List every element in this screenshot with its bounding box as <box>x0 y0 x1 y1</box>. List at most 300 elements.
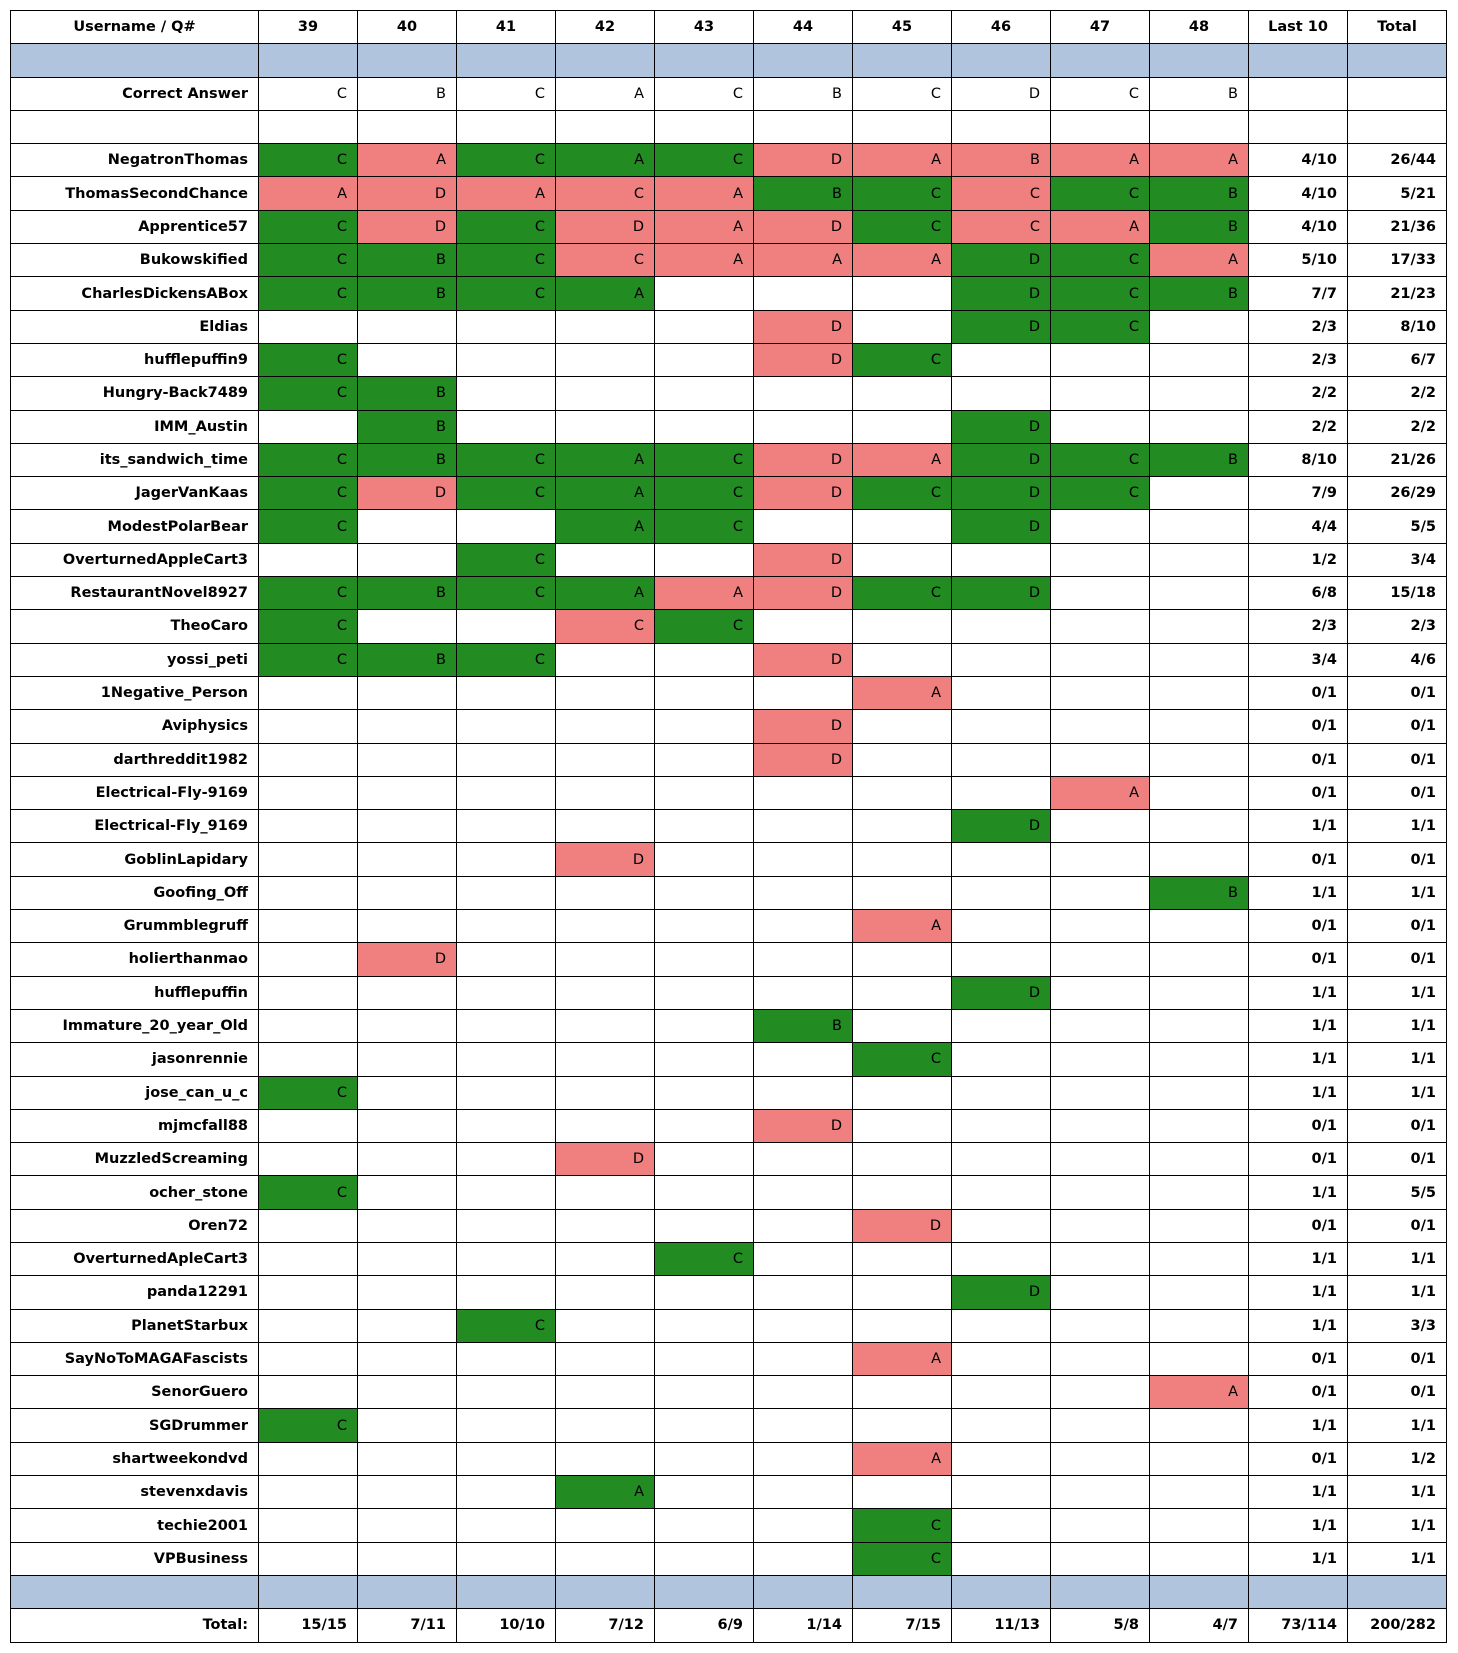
answer-cell-empty <box>457 1409 556 1442</box>
answer-cell-empty <box>259 1143 358 1176</box>
answer-cell-empty <box>952 1242 1051 1275</box>
answer-cell-wrong: A <box>853 144 952 177</box>
player-name: Electrical-Fly_9169 <box>11 810 259 843</box>
answer-cell-empty <box>1150 1076 1249 1109</box>
total-score: 0/1 <box>1348 743 1447 776</box>
answer-cell-empty <box>556 643 655 676</box>
player-name: GoblinLapidary <box>11 843 259 876</box>
question-total: 7/15 <box>853 1609 952 1642</box>
player-name: Hungry-Back7489 <box>11 377 259 410</box>
last10-score: 1/2 <box>1249 543 1348 576</box>
player-row <box>11 1009 1447 1042</box>
empty-cell <box>1348 77 1447 110</box>
answer-cell-empty <box>457 1542 556 1575</box>
player-row <box>11 277 1447 310</box>
total-score: 5/5 <box>1348 1176 1447 1209</box>
answer-cell-correct: C <box>1051 443 1150 476</box>
grand-total: 200/282 <box>1348 1609 1447 1642</box>
answer-cell-empty <box>754 1309 853 1342</box>
answer-cell-empty <box>853 643 952 676</box>
answer-cell-empty <box>655 976 754 1009</box>
answer-cell-empty <box>457 1476 556 1509</box>
total-score: 1/1 <box>1348 1043 1447 1076</box>
question-header: 47 <box>1051 11 1150 44</box>
answer-cell-empty <box>952 1109 1051 1142</box>
answer-cell-correct: C <box>259 210 358 243</box>
answer-cell-empty <box>1150 710 1249 743</box>
answer-cell-empty <box>259 410 358 443</box>
question-header: 40 <box>358 11 457 44</box>
answer-cell-empty <box>754 1209 853 1242</box>
answer-cell-empty <box>1150 910 1249 943</box>
answer-cell-empty <box>556 776 655 809</box>
username-header: Username / Q# <box>11 11 259 44</box>
player-name: panda12291 <box>11 1276 259 1309</box>
answer-cell-empty <box>457 1176 556 1209</box>
answer-cell-empty <box>259 1043 358 1076</box>
player-row <box>11 1509 1447 1542</box>
answer-cell-empty <box>358 910 457 943</box>
answer-cell-empty <box>952 1309 1051 1342</box>
answer-cell-empty <box>259 710 358 743</box>
answer-cell-empty <box>1051 1542 1150 1575</box>
total-score: 2/2 <box>1348 377 1447 410</box>
answer-cell-empty <box>556 1376 655 1409</box>
answer-cell-empty <box>1150 510 1249 543</box>
answer-cell-correct: C <box>1051 477 1150 510</box>
total-score: 3/3 <box>1348 1309 1447 1342</box>
player-row <box>11 577 1447 610</box>
last10-score: 0/1 <box>1249 1342 1348 1375</box>
answer-cell-empty <box>1051 1476 1150 1509</box>
player-row <box>11 1043 1447 1076</box>
answer-cell-correct: A <box>556 577 655 610</box>
answer-cell-wrong: C <box>556 610 655 643</box>
last10-score: 6/8 <box>1249 577 1348 610</box>
player-row <box>11 510 1447 543</box>
answer-cell-empty <box>1051 843 1150 876</box>
total-score: 0/1 <box>1348 1342 1447 1375</box>
answer-cell-empty <box>655 843 754 876</box>
correct-answer-label: Correct Answer <box>11 77 259 110</box>
answer-cell-empty <box>259 1109 358 1142</box>
answer-cell-empty <box>952 1542 1051 1575</box>
answer-cell-empty <box>556 1276 655 1309</box>
last10-score: 0/1 <box>1249 943 1348 976</box>
answer-cell-empty <box>853 1476 952 1509</box>
answer-cell-empty <box>1150 1109 1249 1142</box>
answer-cell-empty <box>754 277 853 310</box>
answer-cell-empty <box>1150 1176 1249 1209</box>
answer-cell-empty <box>358 1509 457 1542</box>
answer-cell-correct: C <box>655 144 754 177</box>
answer-cell-empty <box>1150 310 1249 343</box>
answer-cell-empty <box>457 710 556 743</box>
last10-score: 2/3 <box>1249 343 1348 376</box>
player-row <box>11 210 1447 243</box>
answer-cell-empty <box>754 1242 853 1275</box>
player-name: Grummblegruff <box>11 910 259 943</box>
answer-cell-empty <box>1051 1509 1150 1542</box>
answer-cell-empty <box>457 743 556 776</box>
answer-cell-empty <box>655 1043 754 1076</box>
answer-cell-empty <box>853 1242 952 1275</box>
answer-cell-empty <box>259 876 358 909</box>
answer-cell-empty <box>853 776 952 809</box>
answer-cell-correct: C <box>259 1409 358 1442</box>
total-score: 1/1 <box>1348 1242 1447 1275</box>
correct-answer-cell: B <box>1150 77 1249 110</box>
answer-cell-empty <box>853 1176 952 1209</box>
total-score: 21/26 <box>1348 443 1447 476</box>
answer-cell-empty <box>754 1143 853 1176</box>
player-name: stevenxdavis <box>11 1476 259 1509</box>
answer-cell-empty <box>556 743 655 776</box>
player-name: jose_can_u_c <box>11 1076 259 1109</box>
answer-cell-empty <box>1150 1476 1249 1509</box>
answer-cell-correct: A <box>556 477 655 510</box>
answer-cell-empty <box>358 1309 457 1342</box>
answer-cell-correct: D <box>952 410 1051 443</box>
answer-cell-empty <box>259 743 358 776</box>
player-name: hufflepuffin9 <box>11 343 259 376</box>
player-row <box>11 410 1447 443</box>
correct-answer-cell: C <box>1051 77 1150 110</box>
player-name: darthreddit1982 <box>11 743 259 776</box>
answer-cell-empty <box>754 1176 853 1209</box>
answer-cell-empty <box>655 1009 754 1042</box>
answer-cell-empty <box>358 710 457 743</box>
answer-cell-correct: C <box>457 543 556 576</box>
answer-cell-wrong: A <box>1150 144 1249 177</box>
answer-cell-empty <box>754 1276 853 1309</box>
answer-cell-empty <box>259 1342 358 1375</box>
total-score: 1/1 <box>1348 1542 1447 1575</box>
answer-cell-empty <box>952 1376 1051 1409</box>
score-table <box>10 10 1447 1643</box>
player-row <box>11 1176 1447 1209</box>
question-total: 4/7 <box>1150 1609 1249 1642</box>
answer-cell-wrong: C <box>952 177 1051 210</box>
answer-cell-empty <box>457 1276 556 1309</box>
last10-score: 3/4 <box>1249 643 1348 676</box>
answer-cell-empty <box>853 943 952 976</box>
answer-cell-wrong: A <box>1150 1376 1249 1409</box>
answer-cell-empty <box>1051 1442 1150 1475</box>
answer-cell-empty <box>457 810 556 843</box>
total-score: 5/5 <box>1348 510 1447 543</box>
answer-cell-correct: D <box>952 443 1051 476</box>
total-score: 4/6 <box>1348 643 1447 676</box>
answer-cell-empty <box>1051 543 1150 576</box>
answer-cell-empty <box>655 743 754 776</box>
answer-cell-empty <box>259 810 358 843</box>
player-row <box>11 1276 1447 1309</box>
answer-cell-empty <box>952 910 1051 943</box>
answer-cell-wrong: A <box>754 244 853 277</box>
answer-cell-empty <box>259 1476 358 1509</box>
answer-cell-empty <box>358 1043 457 1076</box>
answer-cell-empty <box>1150 543 1249 576</box>
answer-cell-empty <box>457 843 556 876</box>
answer-cell-correct: B <box>1150 210 1249 243</box>
answer-cell-empty <box>754 876 853 909</box>
answer-cell-empty <box>655 643 754 676</box>
answer-cell-wrong: D <box>358 943 457 976</box>
answer-cell-empty <box>358 776 457 809</box>
answer-cell-empty <box>952 1009 1051 1042</box>
player-row <box>11 910 1447 943</box>
player-name: techie2001 <box>11 1509 259 1542</box>
last10-score: 1/1 <box>1249 1076 1348 1109</box>
answer-cell-wrong: D <box>754 543 853 576</box>
answer-cell-empty <box>1150 810 1249 843</box>
answer-cell-wrong: A <box>457 177 556 210</box>
answer-cell-empty <box>1150 1509 1249 1542</box>
answer-cell-empty <box>853 377 952 410</box>
answer-cell-correct: C <box>457 210 556 243</box>
answer-cell-correct: D <box>952 477 1051 510</box>
total-score: 1/1 <box>1348 1076 1447 1109</box>
answer-cell-empty <box>1150 610 1249 643</box>
answer-cell-correct: B <box>358 244 457 277</box>
answer-cell-empty <box>1051 743 1150 776</box>
answer-cell-empty <box>853 876 952 909</box>
answer-cell-empty <box>556 710 655 743</box>
answer-cell-empty <box>457 1143 556 1176</box>
answer-cell-empty <box>556 810 655 843</box>
answer-cell-empty <box>1150 1043 1249 1076</box>
answer-cell-empty <box>556 1209 655 1242</box>
total-score: 1/1 <box>1348 1476 1447 1509</box>
answer-cell-correct: C <box>259 144 358 177</box>
answer-cell-wrong: D <box>754 577 853 610</box>
answer-cell-correct: C <box>457 443 556 476</box>
answer-cell-empty <box>952 1409 1051 1442</box>
player-row <box>11 1442 1447 1475</box>
answer-cell-empty <box>1150 1309 1249 1342</box>
player-row <box>11 876 1447 909</box>
answer-cell-empty <box>1051 1242 1150 1275</box>
answer-cell-empty <box>358 1242 457 1275</box>
last10-score: 0/1 <box>1249 1109 1348 1142</box>
last10-score: 4/4 <box>1249 510 1348 543</box>
answer-cell-empty <box>853 1076 952 1109</box>
answer-cell-empty <box>358 1276 457 1309</box>
last10-score: 8/10 <box>1249 443 1348 476</box>
answer-cell-correct: D <box>952 277 1051 310</box>
answer-cell-empty <box>952 1043 1051 1076</box>
player-row <box>11 177 1447 210</box>
answer-cell-empty <box>1051 943 1150 976</box>
answer-cell-empty <box>457 1442 556 1475</box>
answer-cell-wrong: A <box>655 244 754 277</box>
answer-cell-empty <box>1150 843 1249 876</box>
answer-cell-wrong: A <box>853 443 952 476</box>
answer-cell-empty <box>754 1076 853 1109</box>
answer-cell-empty <box>556 410 655 443</box>
answer-cell-empty <box>655 410 754 443</box>
player-name: ocher_stone <box>11 1176 259 1209</box>
last10-score: 7/7 <box>1249 277 1348 310</box>
answer-cell-empty <box>259 910 358 943</box>
question-header: 43 <box>655 11 754 44</box>
last10-score: 1/1 <box>1249 1309 1348 1342</box>
answer-cell-empty <box>358 1476 457 1509</box>
answer-cell-empty <box>556 1076 655 1109</box>
player-row <box>11 643 1447 676</box>
answer-cell-empty <box>556 1109 655 1142</box>
total-score: 1/1 <box>1348 1009 1447 1042</box>
answer-cell-wrong: D <box>754 477 853 510</box>
player-row <box>11 543 1447 576</box>
player-row <box>11 1542 1447 1575</box>
correct-answer-cell: C <box>259 77 358 110</box>
last10-score: 2/3 <box>1249 610 1348 643</box>
question-total: 7/12 <box>556 1609 655 1642</box>
answer-cell-empty <box>952 1442 1051 1475</box>
total-score: 0/1 <box>1348 1376 1447 1409</box>
answer-cell-wrong: D <box>556 843 655 876</box>
total-score: 5/21 <box>1348 177 1447 210</box>
answer-cell-correct: A <box>556 277 655 310</box>
player-row <box>11 1209 1447 1242</box>
player-row <box>11 1076 1447 1109</box>
answer-cell-empty <box>1150 1242 1249 1275</box>
total-score: 0/1 <box>1348 1209 1447 1242</box>
answer-cell-empty <box>754 510 853 543</box>
answer-cell-empty <box>259 1542 358 1575</box>
answer-cell-wrong: D <box>358 177 457 210</box>
answer-cell-empty <box>655 1309 754 1342</box>
player-row <box>11 443 1447 476</box>
total-score: 15/18 <box>1348 577 1447 610</box>
answer-cell-empty <box>853 410 952 443</box>
answer-cell-wrong: D <box>754 443 853 476</box>
total-score: 2/2 <box>1348 410 1447 443</box>
player-row <box>11 310 1447 343</box>
answer-cell-empty <box>754 610 853 643</box>
player-row <box>11 810 1447 843</box>
answer-cell-empty <box>1150 1442 1249 1475</box>
last10-score: 4/10 <box>1249 210 1348 243</box>
total-score: 1/2 <box>1348 1442 1447 1475</box>
answer-cell-empty <box>1150 1342 1249 1375</box>
answer-cell-empty <box>754 1509 853 1542</box>
answer-cell-empty <box>1051 1376 1150 1409</box>
answer-cell-empty <box>259 1209 358 1242</box>
answer-cell-empty <box>259 1376 358 1409</box>
answer-cell-empty <box>358 1542 457 1575</box>
answer-cell-empty <box>259 1276 358 1309</box>
answer-cell-empty <box>853 743 952 776</box>
answer-cell-wrong: A <box>1150 244 1249 277</box>
answer-cell-empty <box>358 1409 457 1442</box>
player-name: Oren72 <box>11 1209 259 1242</box>
answer-cell-correct: C <box>259 277 358 310</box>
last10-score: 1/1 <box>1249 1043 1348 1076</box>
answer-cell-empty <box>1051 1342 1150 1375</box>
answer-cell-correct: C <box>259 1176 358 1209</box>
answer-cell-wrong: A <box>853 676 952 709</box>
player-name: VPBusiness <box>11 1542 259 1575</box>
answer-cell-correct: C <box>259 643 358 676</box>
answer-cell-empty <box>952 843 1051 876</box>
answer-cell-empty <box>457 1209 556 1242</box>
answer-cell-wrong: A <box>1051 210 1150 243</box>
answer-cell-empty <box>457 976 556 1009</box>
answer-cell-wrong: C <box>556 177 655 210</box>
last10-score: 0/1 <box>1249 676 1348 709</box>
answer-cell-empty <box>853 1109 952 1142</box>
answer-cell-empty <box>1150 1542 1249 1575</box>
player-row <box>11 1109 1447 1142</box>
answer-cell-empty <box>853 1009 952 1042</box>
answer-cell-empty <box>457 610 556 643</box>
answer-cell-correct: C <box>853 210 952 243</box>
answer-cell-empty <box>1150 1276 1249 1309</box>
answer-cell-correct: C <box>655 1242 754 1275</box>
player-name: mjmcfall88 <box>11 1109 259 1142</box>
answer-cell-empty <box>457 1009 556 1042</box>
answer-cell-empty <box>655 310 754 343</box>
answer-cell-empty <box>1150 377 1249 410</box>
last10-score: 0/1 <box>1249 843 1348 876</box>
answer-cell-empty <box>754 1542 853 1575</box>
answer-cell-correct: B <box>1150 177 1249 210</box>
answer-cell-empty <box>853 976 952 1009</box>
answer-cell-wrong: A <box>853 1442 952 1475</box>
answer-cell-empty <box>457 1109 556 1142</box>
answer-cell-empty <box>358 1143 457 1176</box>
answer-cell-empty <box>1150 743 1249 776</box>
answer-cell-empty <box>853 810 952 843</box>
total-score: 1/1 <box>1348 1409 1447 1442</box>
answer-cell-empty <box>358 843 457 876</box>
answer-cell-empty <box>754 943 853 976</box>
answer-cell-correct: D <box>952 577 1051 610</box>
question-total: 6/9 <box>655 1609 754 1642</box>
answer-cell-empty <box>358 1342 457 1375</box>
correct-answer-cell: D <box>952 77 1051 110</box>
correct-answer-cell: B <box>754 77 853 110</box>
answer-cell-empty <box>358 1176 457 1209</box>
answer-cell-empty <box>655 776 754 809</box>
last10-score: 1/1 <box>1249 1542 1348 1575</box>
answer-cell-empty <box>259 776 358 809</box>
total-score: 21/23 <box>1348 277 1447 310</box>
player-row <box>11 477 1447 510</box>
answer-cell-empty <box>754 410 853 443</box>
answer-cell-empty <box>1051 876 1150 909</box>
answer-cell-correct: C <box>655 610 754 643</box>
answer-cell-wrong: A <box>655 577 754 610</box>
answer-cell-empty <box>655 1509 754 1542</box>
answer-cell-empty <box>358 310 457 343</box>
answer-cell-empty <box>358 1009 457 1042</box>
answer-cell-empty <box>1051 577 1150 610</box>
correct-answer-cell: C <box>853 77 952 110</box>
player-name: SGDrummer <box>11 1409 259 1442</box>
answer-cell-empty <box>556 310 655 343</box>
answer-cell-correct: C <box>655 443 754 476</box>
answer-cell-wrong: A <box>853 910 952 943</box>
answer-cell-empty <box>952 776 1051 809</box>
player-name: Aviphysics <box>11 710 259 743</box>
answer-cell-empty <box>754 910 853 943</box>
player-name: NegatronThomas <box>11 144 259 177</box>
player-row <box>11 244 1447 277</box>
